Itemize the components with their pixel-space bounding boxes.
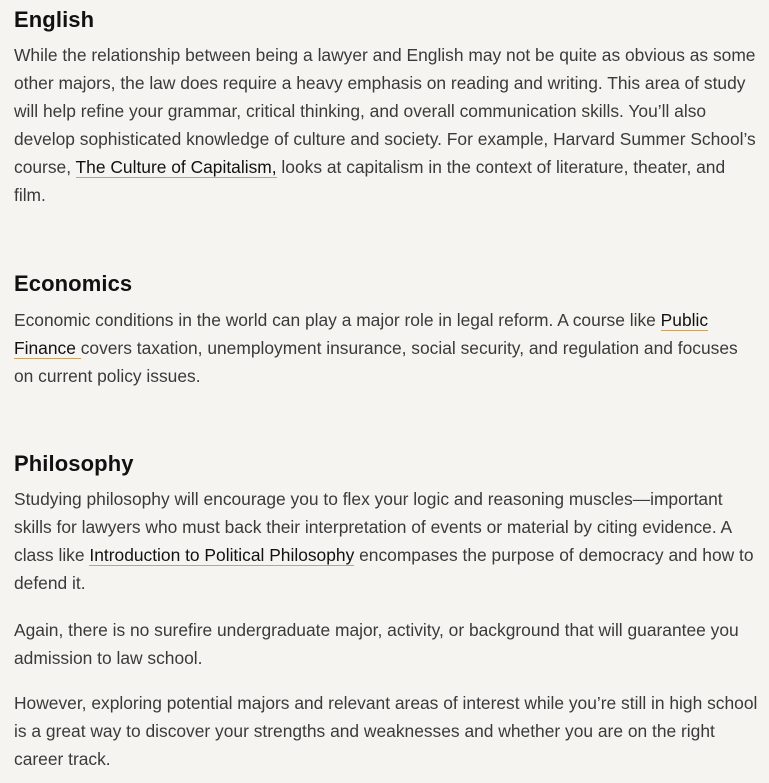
- section-heading-philosophy: Philosophy: [14, 451, 134, 476]
- course-link-culture-of-capitalism[interactable]: The Culture of Capitalism,: [75, 157, 277, 177]
- section-heading-economics: Economics: [14, 271, 133, 296]
- closing-paragraph: However, exploring potential majors and relevant areas of interest while you’re still in high school is a great way to discover your strengths and weaknesses and whether you are on the right career track.: [14, 693, 758, 769]
- section-heading-english: English: [14, 7, 95, 32]
- paragraph-text: looks at capitalism in the context of literature, theater, and film.: [14, 157, 726, 205]
- course-link-public-finance[interactable]: Public Finance: [14, 310, 709, 358]
- paragraph-text: covers taxation, unemployment insurance, social security, and regulation and focuses on current policy issues.: [14, 338, 738, 386]
- paragraph-text: While the relationship between being a lawyer and English may not be quite as obvious as some other majors, the law does require a heavy emphasis on reading and writing. This area of study will help refine your grammar, critical thinking, and overall communication skills. You’ll also develop sophisticated knowledge of culture and society. For example, Harvard Summer School’s course,: [14, 45, 756, 177]
- section-paragraph-english: [14, 41, 760, 209]
- section-paragraph-philosophy: [14, 485, 760, 597]
- section-paragraph-economics: [14, 306, 760, 390]
- paragraph-text: Economic conditions in the world can play a major role in legal reform. A course like: [14, 310, 661, 330]
- paragraph-text: encompases the purpose of democracy and how to defend it.: [14, 545, 754, 593]
- closing-paragraph: Again, there is no surefire undergraduate major, activity, or background that will guarantee you admission to law school.: [14, 620, 739, 668]
- paragraph-text: Studying philosophy will encourage you to flex your logic and reasoning muscles—important skills for lawyers who must back their interpretation of events or material by citing evidence. A class like: [14, 489, 732, 565]
- course-link-political-philosophy[interactable]: Introduction to Political Philosophy: [89, 545, 355, 565]
